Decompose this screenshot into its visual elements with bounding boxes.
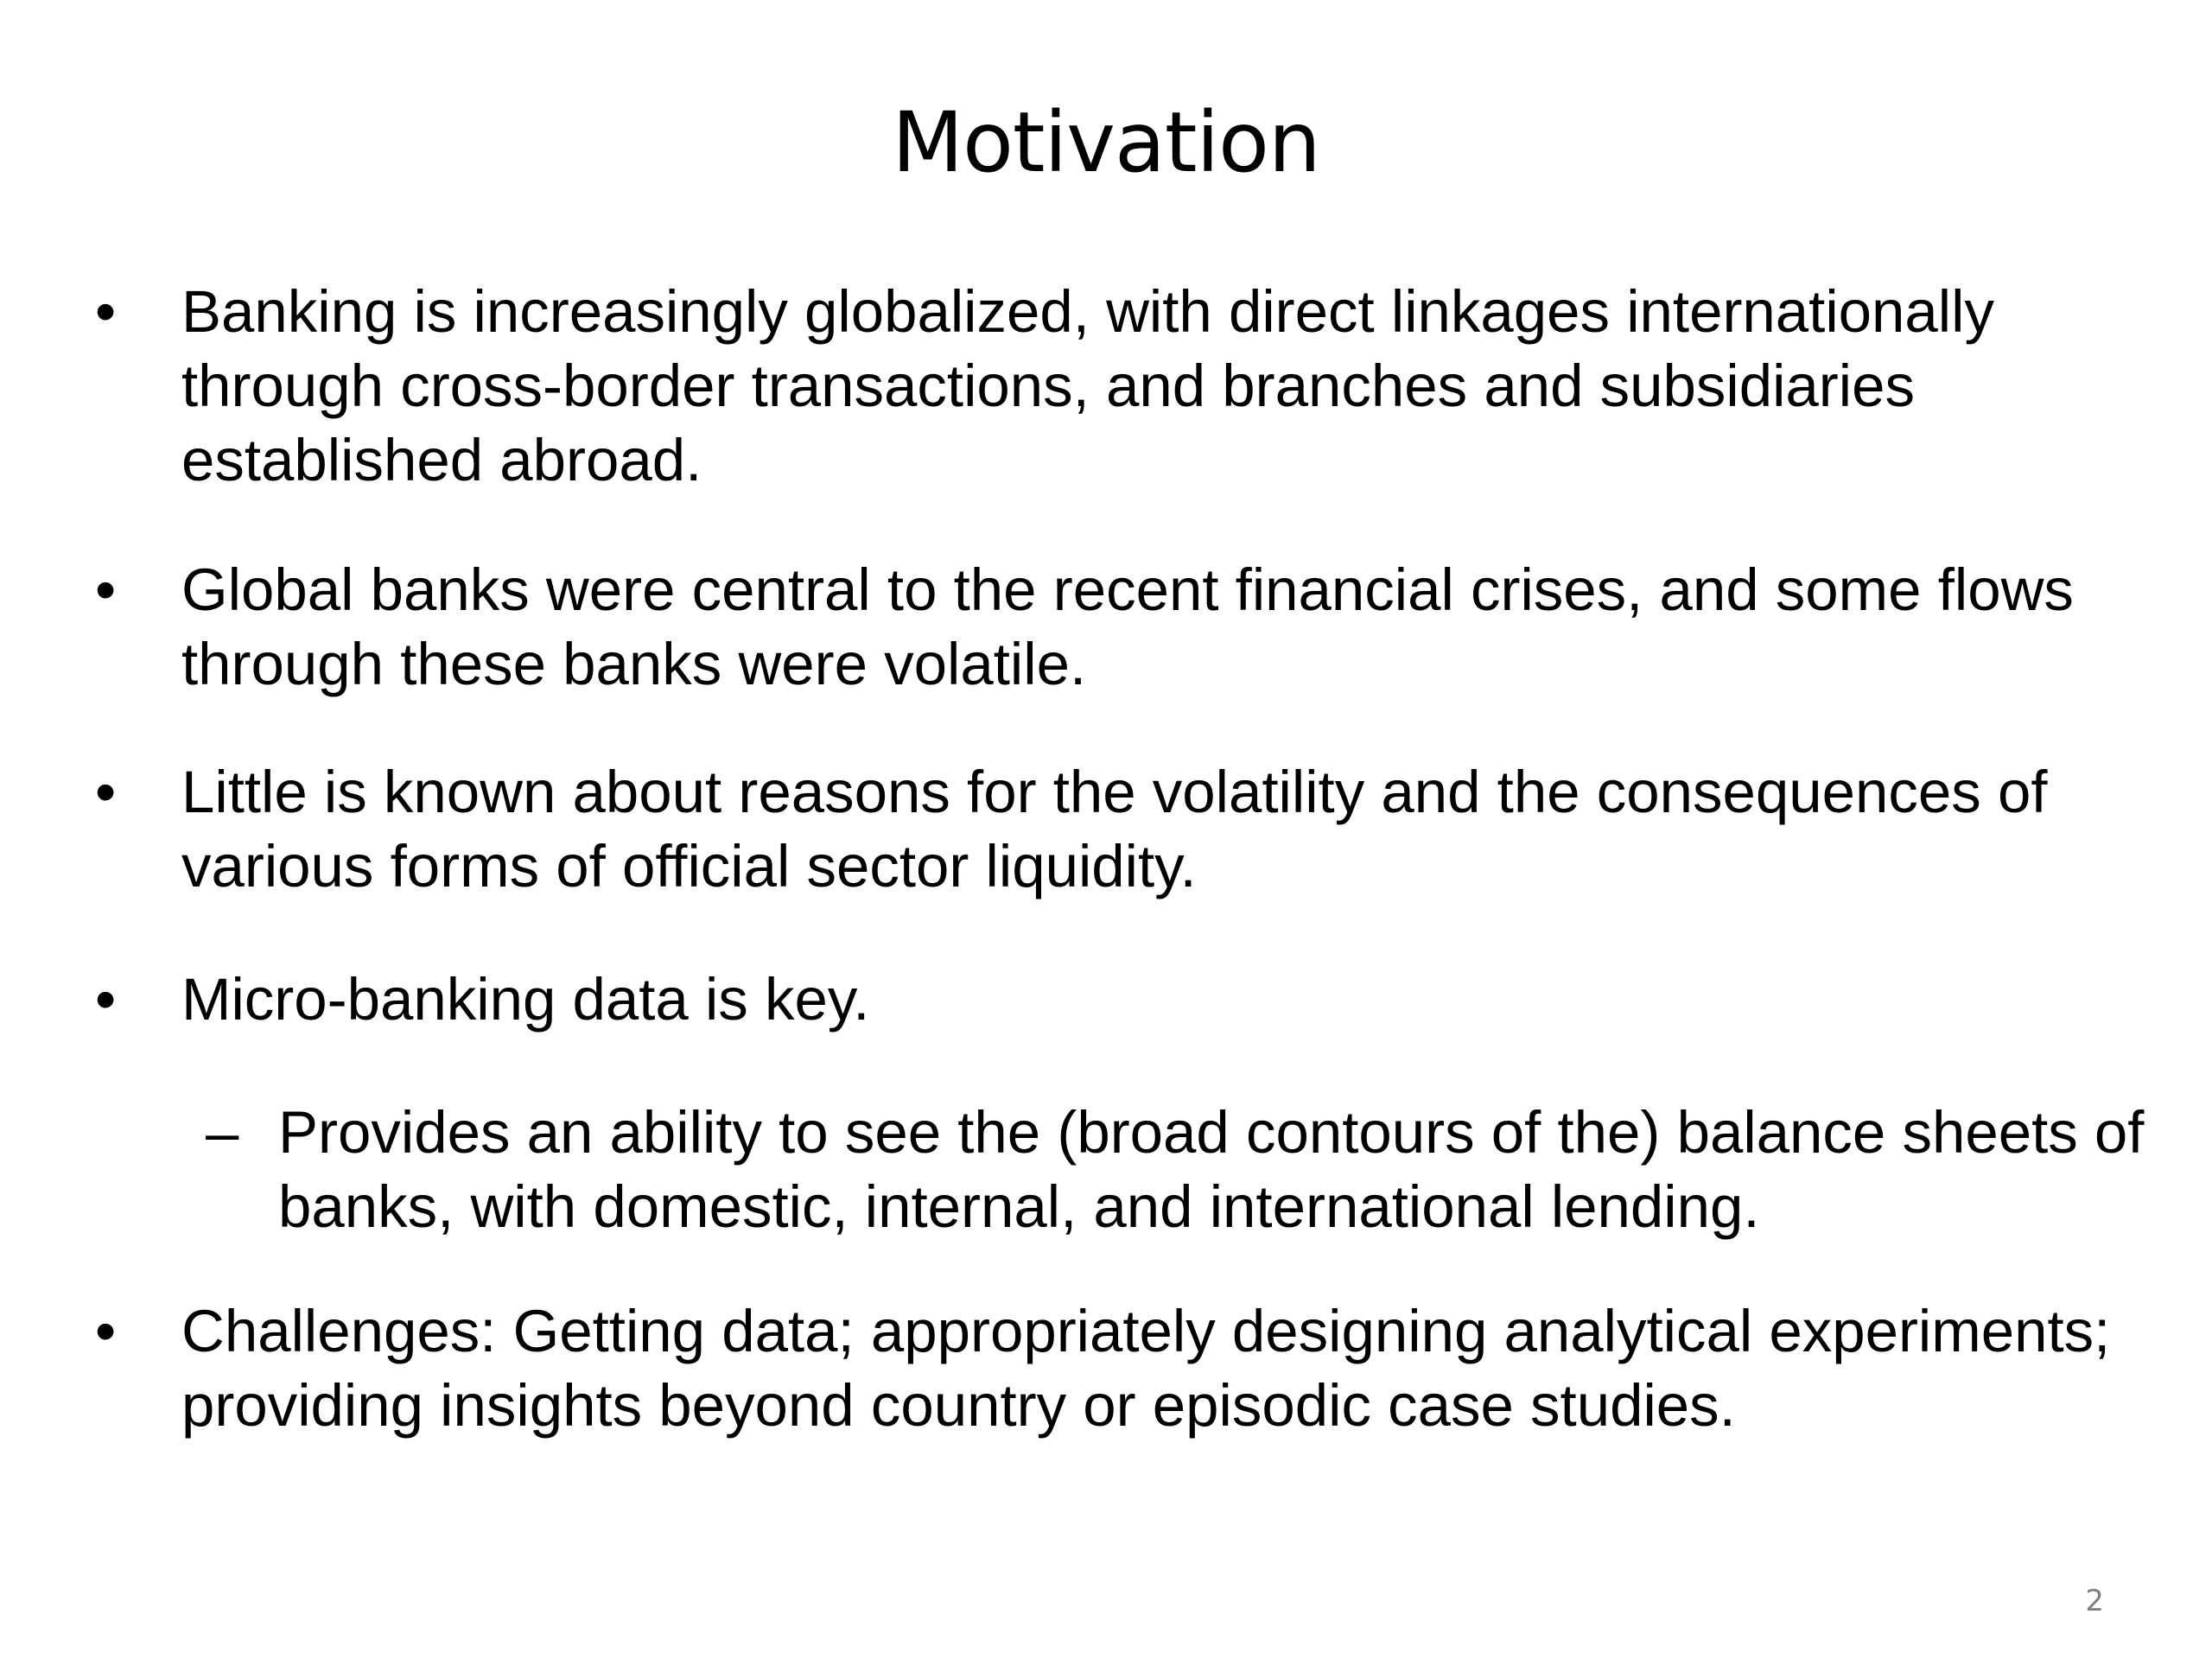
bullet-item bbox=[90, 553, 2164, 702]
bullet-item bbox=[90, 275, 2164, 498]
bullet-item bbox=[90, 755, 2164, 904]
sub-bullet-text: Provides an ability to see the (broad contours of the) balance sheets of banks, with domestic, internal, and international lending. bbox=[278, 1099, 2145, 1240]
bullet-item bbox=[90, 1294, 2164, 1443]
slide-title: Motivation bbox=[892, 94, 1320, 191]
bullet-text: Challenges: Getting data; appropriately designing analytical experiments; providing insights beyond country or episodic case studies. bbox=[181, 1298, 2111, 1439]
bullet-marker: • bbox=[95, 556, 117, 623]
page-number: 2 bbox=[2085, 1584, 2104, 1618]
bullet-text: Global banks were central to the recent financial crises, and some flows through these banks were volatile. bbox=[181, 556, 2074, 697]
bullet-item bbox=[90, 963, 2164, 1037]
bullet-marker: • bbox=[95, 966, 117, 1033]
bullet-text: Little is known about reasons for the volatility and the consequences of various forms of official sector liquidity. bbox=[181, 759, 2048, 899]
sub-bullet-marker: – bbox=[206, 1099, 239, 1166]
bullet-text: Micro-banking data is key. bbox=[181, 966, 870, 1033]
bullet-marker: • bbox=[95, 1298, 117, 1364]
bullet-marker: • bbox=[95, 278, 117, 345]
bullet-text: Banking is increasingly globalized, with direct linkages internationally through cross-border transactions, and branches and subsidiaries established abroad. bbox=[181, 278, 1994, 493]
sub-bullet-item bbox=[90, 1096, 2164, 1244]
bullet-list bbox=[90, 275, 2164, 1443]
bullet-marker: • bbox=[95, 759, 117, 825]
